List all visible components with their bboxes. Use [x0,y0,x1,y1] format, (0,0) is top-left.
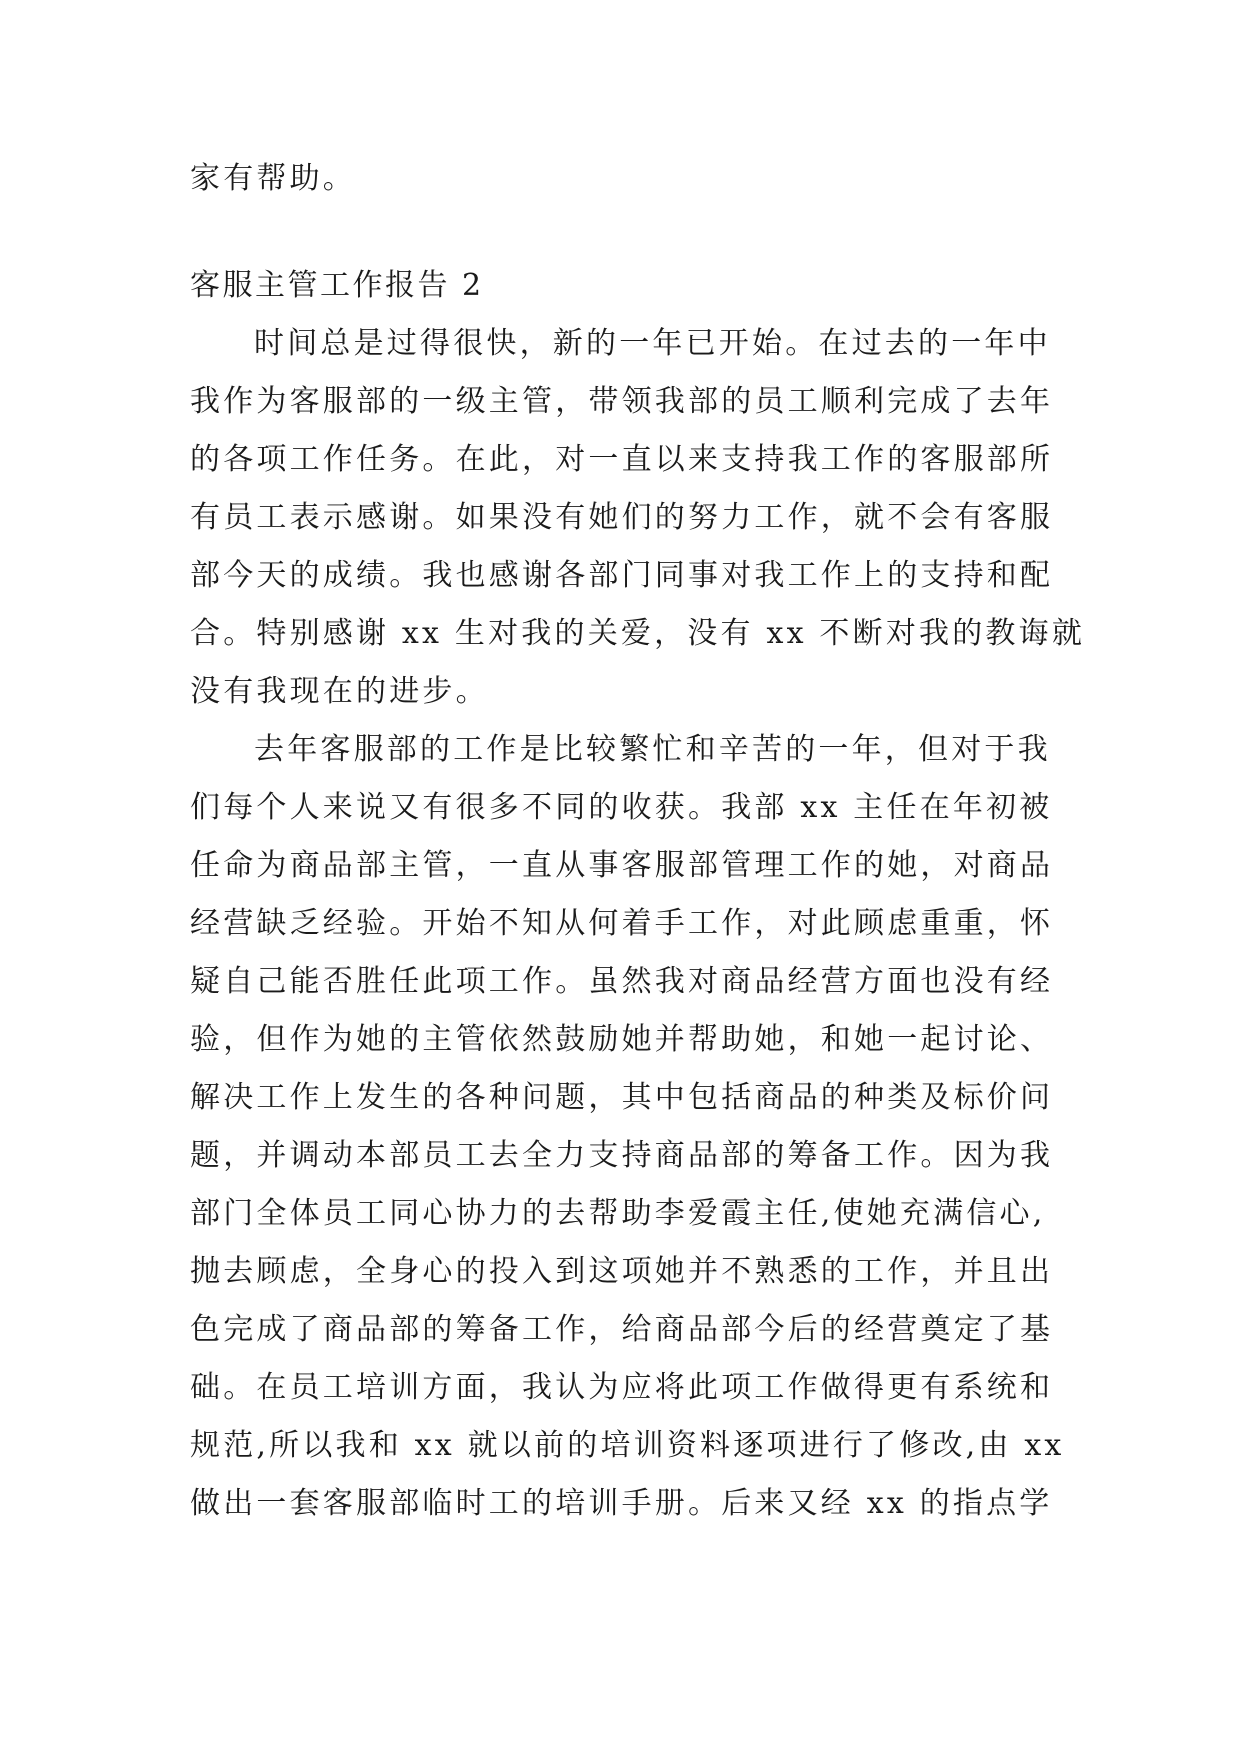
paragraph-line: 抛去顾虑，全身心的投入到这项她并不熟悉的工作，并且出 [190,1254,1054,1289]
paragraph-line: 色完成了商品部的筹备工作，给商品部今后的经营奠定了基 [190,1312,1054,1347]
paragraph-line: 们每个人来说又有很多不同的收获。我部 xx 主任在年初被 [190,790,1053,825]
paragraph-1 [190,315,1086,721]
section-gap [190,208,1070,257]
paragraph-line: 解决工作上发生的各种问题，其中包括商品的种类及标价问 [190,1080,1054,1115]
paragraph-line: 做出一套客服部临时工的培训手册。后来又经 xx 的指点学 [190,1486,1053,1521]
paragraph-line: 验，但作为她的主管依然鼓励她并帮助她，和她一起讨论、 [190,1022,1054,1057]
previous-paragraph-fragment: 家有帮助。 [190,161,356,196]
section-title: 客服主管工作报告 2 [190,268,484,303]
paragraph-line: 的各项工作任务。在此，对一直以来支持我工作的客服部所 [190,442,1054,477]
paragraph-line: 我作为客服部的一级主管，带领我部的员工顺利完成了去年 [190,384,1054,419]
paragraph-line: 去年客服部的工作是比较繁忙和辛苦的一年，但对于我 [254,732,1051,767]
paragraph-2 [190,721,1070,1533]
paragraph-line: 础。在员工培训方面，我认为应将此项工作做得更有系统和 [190,1370,1054,1405]
paragraph-line: 题，并调动本部员工去全力支持商品部的筹备工作。因为我 [190,1138,1054,1173]
paragraph-line: 规范,所以我和 xx 就以前的培训资料逐项进行了修改,由 xx [190,1428,1065,1463]
paragraph-line: 经营缺乏经验。开始不知从何着手工作，对此顾虑重重，怀 [190,906,1054,941]
paragraph-line: 疑自己能否胜任此项工作。虽然我对商品经营方面也没有经 [190,964,1054,999]
paragraph-line: 没有我现在的进步。 [190,674,489,709]
paragraph-line: 部门全体员工同心协力的去帮助李爱霞主任,使她充满信心, [190,1196,1046,1231]
paragraph-line: 时间总是过得很快，新的一年已开始。在过去的一年中 [254,326,1051,361]
paragraph-line: 合。特别感谢 xx 生对我的关爱，没有 xx 不断对我的教诲就 [190,616,1086,651]
document-body [190,150,1086,1533]
paragraph-line: 有员工表示感谢。如果没有她们的努力工作，就不会有客服 [190,500,1054,535]
paragraph-line: 部今天的成绩。我也感谢各部门同事对我工作上的支持和配 [190,558,1054,593]
paragraph-line: 任命为商品部主管，一直从事客服部管理工作的她，对商品 [190,848,1054,883]
